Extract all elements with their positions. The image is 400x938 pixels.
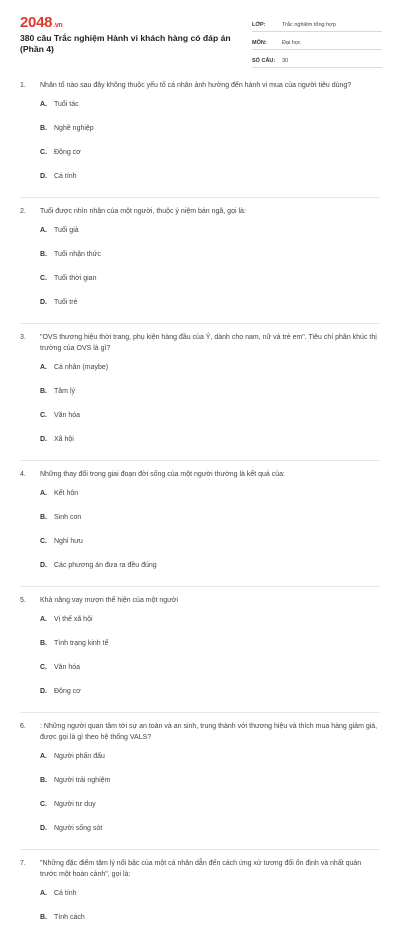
option-c[interactable] [40,149,212,173]
question-number: 7. [20,860,26,867]
option-key: D. [40,562,47,569]
option-key: B. [40,125,47,132]
option-key: B. [40,388,47,395]
option-d[interactable] [40,688,212,712]
option-key: A. [40,616,47,623]
meta-value: Trắc nghiệm tổng hợp [282,22,336,28]
option-text: Người phấn đấu [54,753,105,760]
option-key: D. [40,825,47,832]
option-text: Cá tính [54,173,77,180]
question-number: 2. [20,208,26,215]
option-c[interactable] [40,538,212,562]
option-key: D. [40,688,47,695]
question-number: 6. [20,723,26,730]
option-key: D. [40,173,47,180]
option-text: Tính cách [54,914,85,921]
meta-row-count [252,51,382,68]
meta-label: MÔN: [252,40,267,46]
option-key: A. [40,490,47,497]
question-4 [0,461,400,586]
option-text: Cá nhân (maybe) [54,364,109,371]
question-1 [0,72,400,197]
question-text: : Những người quan tâm tới sự an toàn và an sinh, trung thành với thương hiệu và thích mua hàng giảm giá, được gọi là gì theo hệ thống VALS? [40,723,378,741]
option-a[interactable] [40,227,212,251]
option-a[interactable] [40,616,212,640]
option-b[interactable] [40,125,212,149]
option-a[interactable] [40,890,212,914]
document-title: 380 câu Trắc nghiệm Hành vi khách hàng có đáp án (Phần 4) [20,33,231,54]
meta-value: Đại học [282,40,301,46]
option-text: Vị thế xã hội [54,616,93,623]
option-key: C. [40,275,47,282]
option-key: B. [40,251,47,258]
option-text: Tuổi nhận thức [54,251,101,258]
question-7 [0,850,400,938]
question-5 [0,587,400,712]
option-d[interactable] [40,299,212,323]
option-c[interactable] [40,275,212,299]
option-b[interactable] [40,514,212,538]
option-d[interactable] [40,825,212,849]
option-key: D. [40,299,47,306]
question-list [0,72,400,938]
option-text: Tình trạng kinh tế [54,640,109,647]
logo-tld: .vn [53,22,63,29]
question-number: 3. [20,334,26,341]
option-b[interactable] [40,640,212,664]
option-key: C. [40,664,47,671]
option-b[interactable] [40,251,212,275]
question-6 [0,713,400,849]
option-text: Người trải nghiệm [54,777,111,784]
question-text: Những thay đổi trong giai đoạn đời sống của một người thường là kết quả của: [40,471,285,478]
option-b[interactable] [40,914,212,938]
question-number: 4. [20,471,26,478]
option-text: Động cơ [54,688,81,695]
option-key: D. [40,436,47,443]
meta-label: LỚP: [252,22,266,28]
meta-label: SỐ CÂU: [252,58,276,64]
option-c[interactable] [40,412,212,436]
option-text: Người sống sót [54,825,103,832]
option-d[interactable] [40,436,212,460]
option-text: Động cơ [54,149,81,156]
question-3 [0,324,400,460]
option-a[interactable] [40,364,212,388]
logo-text: 2048 [20,14,53,31]
option-key: A. [40,101,47,108]
option-key: C. [40,801,47,808]
question-text: "Những đặc điểm tâm lý nổi bậc của một cá nhân dẫn đến cách ứng xử tương đối ổn định và nhất quán trước một hoàn cảnh", gọi là: [40,860,362,878]
question-number: 1. [20,82,26,89]
question-2 [0,198,400,323]
meta-value: 30 [282,58,289,64]
option-text: Xã hội [54,436,74,443]
option-text: Tuổi thời gian [54,275,97,282]
option-key: B. [40,777,47,784]
option-a[interactable] [40,101,212,125]
option-key: C. [40,538,47,545]
question-text: "OVS thương hiệu thời trang, phụ kiện hàng đầu của Ý, dành cho nam, nữ và trẻ em". Tiêu chí phân khúc thị trường của OVS là gì? [40,334,377,352]
option-key: A. [40,364,47,371]
option-key: B. [40,914,47,921]
option-a[interactable] [40,753,212,777]
option-d[interactable] [40,173,212,197]
option-c[interactable] [40,801,212,825]
question-text: Khả năng vay mượn thể hiện của một người [40,597,179,604]
option-key: A. [40,753,47,760]
option-text: Kết hôn [54,490,79,497]
option-key: C. [40,412,47,419]
option-text: Nghỉ hưu [54,538,83,545]
option-key: B. [40,514,47,521]
question-number: 5. [20,597,26,604]
site-logo[interactable] [20,14,62,31]
question-text: Nhân tố nào sau đây không thuộc yếu tố cá nhân ảnh hưởng đến hành vi mua của người tiêu dùng? [40,82,352,89]
meta-row-subject [252,33,382,50]
option-text: Sinh con [54,514,82,521]
meta-panel [252,15,382,69]
option-text: Tuổi trẻ [54,299,78,306]
question-text: Tuổi được nhìn nhận của một người, thuộc ý niệm bản ngã, gọi là: [40,208,246,215]
option-b[interactable] [40,777,212,801]
option-key: B. [40,640,47,647]
option-text: Người tư duy [54,801,96,808]
meta-row-class [252,15,382,32]
option-key: A. [40,890,47,897]
option-key: C. [40,149,47,156]
option-text: Văn hóa [54,664,81,671]
option-text: Tuổi già [54,227,79,234]
option-text: Nghề nghiệp [54,125,94,132]
option-key: A. [40,227,47,234]
option-text: Tuổi tác [54,101,79,108]
option-b[interactable] [40,388,212,412]
option-c[interactable] [40,664,212,688]
option-a[interactable] [40,490,212,514]
option-text: Tâm lý [54,388,75,395]
option-d[interactable] [40,562,212,586]
option-text: Văn hóa [54,412,81,419]
option-text: Cá tính [54,890,77,897]
option-text: Các phương án đưa ra đều đúng [54,562,157,569]
